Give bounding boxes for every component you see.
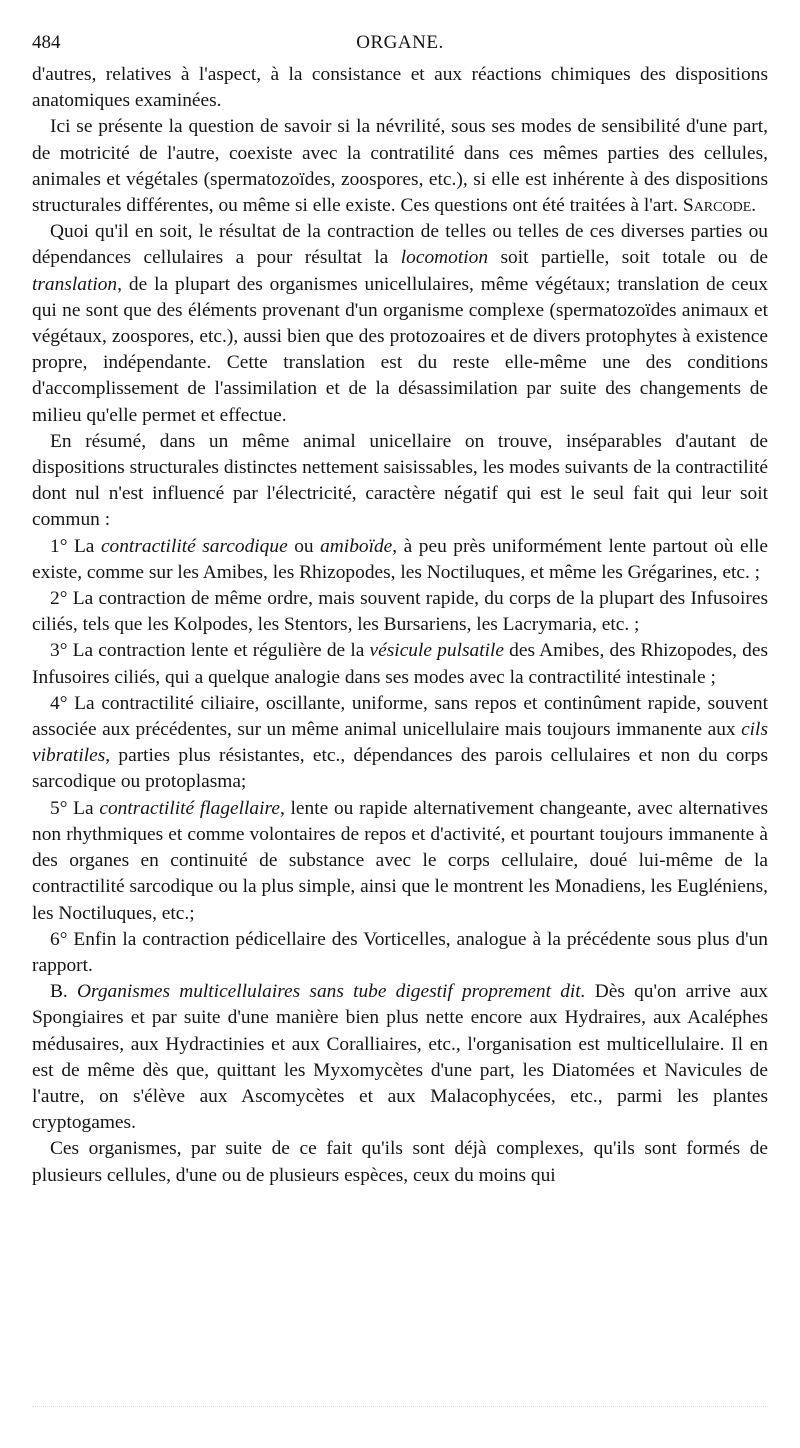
paragraph-nevrilite	[32, 114, 768, 219]
paragraph-continuation	[32, 62, 768, 114]
paragraph-text: Dès qu'on arrive aux Spongiaires et par suite d'une manière bien plus nette encore aux Hydraires, aux Acaléphes médusaires, aux Hydractinies et aux Coralliaires, etc., l'organisation est multicellulaire. Il en est de même dès que, quittant les Myxomycètes d'une part, les Diatomées et Navicules de l'autre, on s'élève aux Ascomycètes et aux Malacophycées, etc., parmi les plantes cryptogames.	[32, 981, 769, 1134]
paragraph-text: 6° Enfin la contraction pédicellaire des Vorticelles, analogue à la précédente sous plus d'un rapport.	[32, 928, 768, 976]
paragraph-text: B.	[50, 981, 77, 1003]
paragraph-text: 1° La	[50, 535, 101, 557]
emphasis-term: amiboïde	[320, 535, 393, 557]
paragraph-text: Quoi qu'il en soit, le résultat de la contraction de telles ou telles de ces diverses parties ou dépendances cellulaires a pour résultat la	[32, 221, 768, 269]
section-b	[32, 979, 768, 1136]
paragraph-locomotion	[32, 219, 768, 429]
running-title: ORGANE.	[356, 32, 444, 53]
list-item-4	[32, 691, 768, 796]
paragraph-organismes	[32, 1136, 768, 1188]
cross-reference: Sarcode.	[682, 195, 757, 217]
paragraph-text: En résumé, dans un même animal unicellaire on trouve, inséparables d'autant de dispositions structurales distinctes nettement saisissables, les modes suivants de la contractilité dont nul n'est influencé par l'électricité, caractère négatif qui est le seul fait qui leur soit commun :	[32, 430, 768, 531]
paragraph-text: d'autres, relatives à l'aspect, à la consistance et aux réactions chimiques des dispositions anatomiques examinées.	[32, 64, 768, 112]
page	[32, 30, 768, 1189]
paragraph-text: Ici se présente la question de savoir si la névrilité, sous ses modes de sensibilité d'une part, de motricité de l'autre, coexiste avec la contratilité dans ces mêmes parties des cellules, animales et végétales (spermatozoïdes, zoospores, etc.), si elle est inhérente à des dispositions structurales différentes, ou même si elle existe. Ces questions ont été traitées à l'art.	[32, 116, 768, 217]
emphasis-term: contractilité sarcodique	[100, 535, 288, 557]
paragraph-text: Ces organismes, par suite de ce fait qu'ils sont déjà complexes, qu'ils sont formés de plusieurs cellules, d'une ou de plusieurs espèces, ceux du moins qui	[32, 1138, 768, 1186]
list-item-3	[32, 638, 768, 690]
paragraph-text: 4° La contractilité ciliaire, oscillante, uniforme, sans repos et continûment rapide, souvent associée aux précédentes, sur un même animal unicellulaire mais toujours immanente aux	[32, 692, 768, 741]
list-item-6	[32, 927, 768, 979]
paragraph-text: 3° La contraction lente et régulière de la	[50, 640, 370, 662]
paragraph-text: des Amibes, des Rhizopodes, des Infusoires ciliés, qui a quelque analogie dans ses modes avec la contractilité intestinale ;	[32, 640, 768, 688]
emphasis-term: cils vibratiles	[32, 719, 768, 767]
paragraph-resume	[32, 429, 768, 534]
paragraph-text: ou	[287, 535, 321, 557]
page-header	[32, 30, 768, 56]
emphasis-term: contractilité flagellaire	[99, 797, 280, 819]
scan-artifact-line	[32, 1406, 768, 1411]
list-item-1	[32, 534, 768, 586]
list-item-5	[32, 796, 768, 927]
paragraph-text: , parties plus résistantes, etc., dépendances des parois cellulaires et non du corps sarcodique ou protoplasma;	[32, 745, 768, 793]
paragraph-text: , de la plupart des organismes unicellulaires, même végétaux; translation de ceux qui ne sont que des éléments provenant d'un organisme complexe (spermatozoïdes animaux et végétaux, zoospores, etc.), aussi bien que des protozoaires et de divers protophytes à existence propre, indépendante. Cette translation est du reste elle-même une des conditions d'accomplissement de l'assimilation et de la désassimilation par suite des changements de milieu qu'elle permet et effectue.	[32, 273, 768, 426]
paragraph-text: soit partielle, soit totale ou de	[488, 247, 768, 269]
paragraph-text: , lente ou rapide alternativement changeante, avec alternatives non rhythmiques et comme volontaires de repos et d'activité, et pourtant toujours immanente à des organes en continuité de substance avec le corps cellulaire, doué lui-même de la contractilité sarcodique ou la plus simple, ainsi que le montrent les Monadiens, les Eugléniens, les Noctiluques, etc.;	[32, 797, 768, 924]
paragraph-text: 5° La	[50, 797, 100, 819]
section-heading: Organismes multicellulaires sans tube digestif proprement dit.	[77, 981, 586, 1003]
emphasis-term: locomotion	[400, 247, 489, 269]
paragraph-text: , à peu près uniformément lente partout où elle existe, comme sur les Amibes, les Rhizopodes, les Noctiluques, et même les Grégarines, etc. ;	[32, 535, 768, 583]
list-item-2	[32, 586, 768, 638]
emphasis-term: translation	[32, 273, 118, 295]
emphasis-term: vésicule pulsatile	[369, 640, 504, 662]
paragraph-text: 2° La contraction de même ordre, mais souvent rapide, du corps de la plupart des Infusoires ciliés, tels que les Kolpodes, les Stentors, les Bursariens, les Lacrymaria, etc. ;	[32, 588, 768, 636]
body-text	[32, 62, 768, 1189]
page-number: 484	[32, 32, 61, 53]
